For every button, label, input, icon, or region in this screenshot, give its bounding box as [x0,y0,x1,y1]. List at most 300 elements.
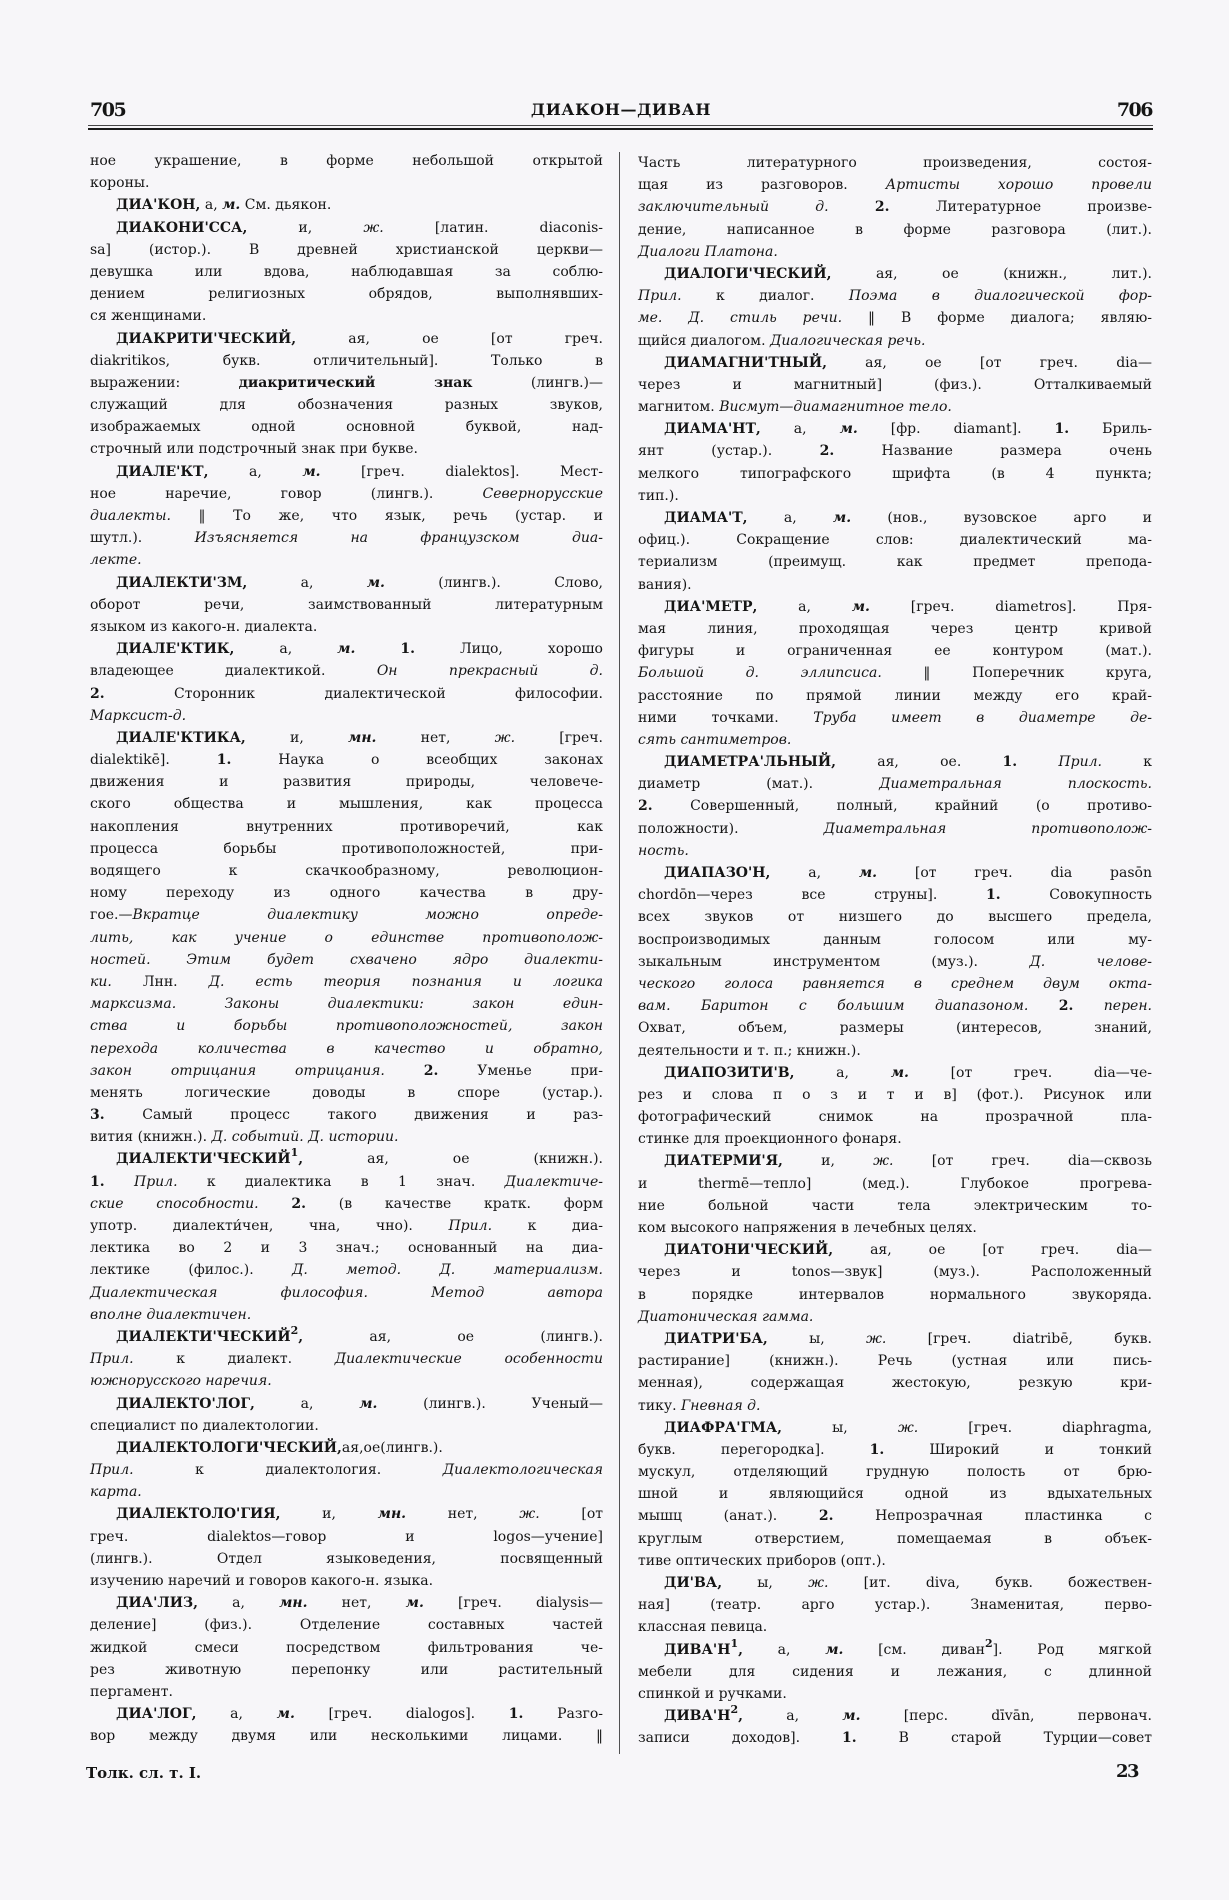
text-line [90,416,603,438]
grammar-label: м. [825,1641,844,1658]
text-line [90,350,603,372]
text-line [90,1570,603,1592]
text-line [90,438,603,460]
text-run: ная] (театр. арго устар.). Знаменитая, перво- [638,1597,1152,1614]
text-run: ая, ое [от греч. [296,330,603,347]
text-run: а, [794,1064,891,1081]
text-line [90,1126,603,1148]
headword: ДИА'МЕТР, [664,598,758,615]
text-run: букв. перегородка]. [638,1441,870,1458]
text-line [638,1550,1152,1572]
text-run: а, [196,1706,277,1723]
text-run: Совокупность [1000,887,1153,904]
text-line [90,1215,603,1237]
italic-text: Прил. [90,1462,134,1479]
text-run [1017,754,1058,770]
text-run: тику. [638,1397,681,1414]
entry-first-line [90,1393,603,1415]
bold-text: , [738,1708,743,1725]
text-line [638,196,1152,218]
text-run: щая из разговоров. [638,177,886,194]
text-line [90,683,603,705]
homonym-index: 1 [290,1146,299,1160]
text-line [90,949,603,971]
headword: ДИВА'Н [664,1708,731,1725]
text-run: деление] (физ.). Отделение составных частей [90,1617,603,1634]
italic-text: ж. [865,1330,887,1347]
grammar-label: м. [337,641,356,658]
italic-text: ж. [363,219,384,236]
text-run: ся женщинами. [90,308,207,325]
text-line [638,1128,1152,1150]
text-run: а, [208,463,303,480]
text-line [638,1084,1152,1106]
text-line [90,150,603,172]
text-line [638,1306,1152,1328]
italic-text: Прил. [448,1218,493,1234]
text-line [90,1282,603,1304]
grammar-label: м. [359,1395,378,1412]
text-line [90,838,603,860]
italic-text: Прил. [90,1351,134,1368]
italic-text: Диалектические особенности [334,1351,604,1368]
text-run: а, [197,1595,280,1612]
headword: ДИА'ЛОГ, [116,1706,197,1723]
entry-first-line [638,1328,1152,1350]
headword: ДИАЛЕ'КТИК, [116,641,235,658]
text-run: Непрозрачная пластинка с [833,1508,1152,1525]
italic-text: Диалоги Платона. [638,243,778,260]
text-run: [латин. diaconis- [383,219,603,236]
text-run [355,641,400,657]
sense-number: 2. [291,1195,306,1212]
text-line [90,261,603,283]
text-line [638,241,1152,263]
text-run: а, [770,865,859,881]
sense-number: 1. [985,887,1001,904]
text-line [638,795,1152,817]
entry-first-line [90,194,603,216]
italic-text: Д. есть теория познания и логика [208,973,603,990]
text-line [638,574,1152,596]
text-run: тип.). [638,487,679,504]
text-run: (лингв.). Ученый— [377,1395,603,1412]
text-run: [греч. dialysis— [423,1595,603,1612]
text-line [638,1461,1152,1483]
entry-first-line [638,1239,1152,1261]
grammar-label: м. [366,574,385,591]
text-line [90,1459,603,1481]
sense-number: 3. [90,1107,105,1124]
headword: ДИАЛОГИ'ЧЕСКИЙ, [664,265,832,282]
italic-text: Диалектиче- [504,1173,603,1190]
text-run: (в качестве кратк. форм [306,1195,604,1212]
text-run: ‖ В форме диалога; являю- [842,310,1152,327]
text-run: водящего к скачкообразному, революцион- [90,863,603,879]
italic-text: вам. Баритон с большим диапазоном. [638,998,1029,1015]
entry-first-line [90,1503,603,1525]
text-run: изображаемых одной основной буквой, над- [90,419,603,436]
text-line [638,174,1152,196]
text-run: растирание] (книжн.). Речь (устная или пись- [638,1353,1152,1370]
text-line [90,1060,603,1082]
text-line [90,549,603,571]
text-run: Литературное произве- [889,199,1153,216]
italic-text: Диаметральная противополож- [823,820,1152,837]
right-column [638,152,1152,1750]
italic-text: вполне диалектичен. [90,1306,252,1323]
text-run: менять логические доводы в споре (устар.). [90,1084,603,1101]
text-line [638,1439,1152,1461]
entry-first-line [638,1572,1152,1594]
text-line [90,771,603,793]
text-line [90,1171,603,1193]
text-run: ]. Род мягкой [992,1641,1152,1658]
italic-text: диалекты. [90,508,171,524]
sense-number: 1. [1002,754,1018,771]
text-run: менная), содержащая жестокую, резкую кри- [638,1375,1152,1392]
text-run: (лингв.)— [472,374,603,391]
entry-first-line [90,461,603,483]
text-line [90,1237,603,1259]
text-run: ними точками. [638,709,814,726]
text-run: рез животную перепонку или растительный [90,1661,603,1678]
text-run: [от греч. dia pasōn [877,865,1152,881]
italic-text: перен. [1103,998,1152,1015]
text-line [638,485,1152,507]
grammar-label: м. [222,197,241,214]
text-run: ние больной части тела электрическим то- [638,1197,1152,1214]
sense-number: 1. [1054,421,1070,438]
headword: ДИ'ВА, [664,1575,723,1591]
text-line [90,239,603,261]
text-run: В старой Турции—совет [856,1730,1152,1747]
text-line [638,1528,1152,1550]
text-run: к диалектика в 1 знач. [177,1173,505,1190]
homonym-index: 2 [730,1703,739,1717]
text-line [638,1173,1152,1195]
text-run: стинке для проекционного фонаря. [638,1131,902,1148]
text-line [90,993,603,1015]
text-run: и, [782,1153,874,1170]
text-run: вития (книжн.). [90,1129,212,1146]
text-line [638,773,1152,795]
header-rule-thin [88,125,1153,126]
text-line [638,396,1152,418]
text-run: chordōn—через все струны]. [638,887,986,904]
text-line [638,818,1152,840]
italic-text: заключительный д. [638,199,829,216]
text-run: языком из какого-н. диалекта. [90,618,318,635]
text-line [90,372,603,394]
text-line [638,152,1152,174]
text-run: Название размера очень [834,443,1152,460]
text-line [90,1725,603,1747]
text-line [90,172,603,194]
text-line [90,1614,603,1636]
text-line [638,929,1152,951]
text-run: [греч. dialogos]. [294,1706,509,1723]
grammar-label: м. [276,1706,295,1723]
italic-text: лекте. [90,552,142,569]
text-line [638,285,1152,307]
italic-text: ж. [808,1575,829,1591]
text-line [638,374,1152,396]
text-run: дением религиозных обрядов, выполнявших- [90,286,603,303]
text-run: и, [245,729,349,746]
grammar-label: мн. [348,729,377,746]
text-line [90,594,603,616]
entry-first-line [90,217,603,239]
italic-text: Большой д. эллипсиса. [638,665,882,682]
text-run: диаметр (мат.). [638,776,880,793]
headword: ДИАТРИ'БА, [664,1330,768,1347]
text-run [829,199,875,215]
text-run: пергамент. [90,1683,173,1700]
text-run: нет, [307,1595,406,1612]
text-run: через и tonos—звук] (муз.). Расположенный [638,1264,1152,1281]
text-run: [от греч. dia—сквозь [893,1153,1152,1170]
headword: ДИАКОНИ'ССА, [116,219,248,236]
italic-text: Гневная д. [680,1397,761,1414]
text-run: специалист по диалектологии. [90,1417,319,1434]
header-rule-thick [88,128,1153,130]
text-run: [от греч. dia—че- [908,1064,1152,1081]
text-line [638,618,1152,640]
italic-text: ж. [873,1153,894,1170]
italic-text: Прил. [638,288,682,305]
entry-first-line [638,751,1152,773]
running-head: ДИАКОН—ДИВАН [530,100,712,119]
text-run: мелкого типографского шрифта (в 4 пункта; [638,465,1152,482]
grammar-label: мн. [377,1506,407,1523]
text-line [90,749,603,771]
text-run: [перс. dīvān, первонач. [860,1708,1152,1725]
text-run: См. дьякон. [240,197,332,214]
text-run: ая, ое (книжн., лит.). [831,265,1152,282]
footer-sheet-number: 23 [1116,1761,1139,1782]
text-run: [греч. diametros]. Пря- [869,598,1152,615]
italic-text: перехода количества в качество и обратно, [90,1040,603,1057]
grammar-label: мн. [279,1595,308,1612]
entry-first-line [638,596,1152,618]
text-run: употр. диалекти́чен, чна, чно). [90,1218,449,1234]
text-run: ая, ое [от греч. dia— [826,354,1152,371]
text-run: выражении: [90,374,239,391]
text-run: [см. диван [843,1641,985,1658]
text-line [638,1217,1152,1239]
page-number-left: 705 [90,99,126,121]
text-run: изучению наречий и говоров какого-н. языка. [90,1573,434,1589]
text-run: Наука о всеобщих законах [231,752,603,769]
text-run: ая, ое [от греч. dia— [833,1242,1152,1259]
text-run: движения и развития природы, человече- [90,774,603,791]
entry-first-line [90,1592,603,1614]
entry-first-line [90,1148,603,1170]
text-run: ы, [722,1575,809,1591]
text-run: Совершенный, полный, крайний (о противо- [652,798,1152,815]
text-line [90,283,603,305]
headword: ДИАЛЕКТО'ЛОГ, [116,1395,255,1412]
text-run: ы, [767,1330,866,1347]
headword: ДИАЛЕКТОЛО'ГИЯ, [116,1506,281,1523]
sense-number: 1. [400,641,415,658]
sense-number: 1. [842,1730,857,1747]
homonym-index: 2 [290,1323,299,1337]
italic-text: лить, как учение о единстве противополож- [90,929,603,946]
text-run: мышц (анат.). [638,1508,819,1525]
text-line [638,729,1152,751]
text-run: ая, ое (книжн.). [303,1151,603,1168]
italic-text: ме. Д. стиль речи. [638,310,843,327]
entry-first-line [90,727,603,749]
text-run: ы, [782,1419,898,1436]
text-run [105,1174,134,1190]
text-line [638,640,1152,662]
text-run: ая,ое(лингв.). [341,1439,443,1456]
sense-number: 2. [90,685,105,702]
grammar-label: м. [858,865,878,881]
italic-text: Изъясняется на французском диа- [194,530,603,547]
text-run: а, [760,421,840,438]
bold-text: , [298,1328,304,1345]
headword: ДИАЛЕ'КТИКА, [116,729,246,746]
text-line [90,394,603,416]
text-line [90,305,603,327]
headword: ДИАМАГНИ'ТНЫЙ, [664,354,827,371]
text-run: жидкой смеси посредством фильтрования че- [90,1639,603,1656]
italic-text: ж. [519,1506,540,1523]
italic-text: Диалогическая речь. [769,332,926,349]
text-run: [ит. diva, букв. божествен- [828,1575,1152,1591]
entry-first-line [90,638,603,660]
text-line [90,1637,603,1659]
text-line [638,1683,1152,1705]
text-run: а, [254,1395,360,1412]
text-run: деятельности и т. п.; книжн.). [638,1042,861,1059]
sense-number: 2. [819,443,835,460]
italic-text: Диалектологическая [442,1462,603,1479]
text-run: зыкальным инструментом (муз.). [638,953,1030,970]
text-run [259,1196,292,1212]
text-line [90,1193,603,1215]
text-run: Часть литературного произведения, состоя- [638,155,1152,171]
homonym-index: 2 [984,1636,993,1650]
text-run: и thermē—тепло] (мед.). Глубокое прогрева- [638,1175,1152,1192]
text-line [90,505,603,527]
text-run: Охват, объем, размеры (интересов, знаний, [638,1020,1152,1037]
bold-text: , [738,1641,743,1658]
italic-text: Прил. [1058,754,1102,771]
entry-first-line [638,1705,1152,1727]
text-line [90,1259,603,1281]
text-run [1073,998,1103,1014]
text-line [90,927,603,949]
text-run: накопления внутренних противоречий, как [90,818,603,835]
text-line [638,1261,1152,1283]
entry-first-line [90,328,603,350]
text-run: ‖ Поперечник круга, [881,665,1152,682]
headword: ДИАМЕТРА'ЛЬНЫЙ, [664,754,836,771]
text-run: янт (устар.). [638,443,820,460]
text-run: рез и слова п о з и т и в] (фот.). Рисунок или [638,1086,1152,1103]
text-run: дение, написанное в форме разговора (лит.). [638,221,1152,238]
grammar-label: м. [832,510,852,526]
text-run: териализм (преимущ. как предмет препода- [638,554,1152,571]
text-run: шной и являющийся одной из вдыхательных [638,1486,1152,1503]
text-line [638,840,1152,862]
text-line [90,1348,603,1370]
text-line [90,971,603,993]
sense-number: 1. [508,1706,524,1723]
text-run: ком высокого напряжения в лечебных целях. [638,1220,977,1236]
text-run: в порядке интервалов нормального звукоряда. [638,1286,1152,1303]
text-line [638,1106,1152,1128]
text-line [638,662,1152,684]
text-run: Сторонник диалектической философии. [104,685,603,702]
text-run: [греч. dialektos]. Мест- [320,463,603,480]
text-run: вания). [638,576,692,593]
text-line [90,816,603,838]
headword: ДИАЛЕКТИ'ЧЕСКИЙ [116,1151,291,1168]
text-run: воспроизводимых данным голосом или му- [638,931,1152,948]
grammar-label: м. [851,598,870,615]
headword: ДИАТЕРМИ'Я, [664,1153,783,1170]
bold-text: , [298,1151,304,1168]
text-run: а, [742,1708,843,1725]
text-line [638,463,1152,485]
italic-text: ность. [638,842,689,859]
italic-text: Артисты хорошо провели [885,177,1152,194]
text-run: Лицо, хорошо [414,641,603,658]
entry-first-line [638,1062,1152,1084]
grammar-label: м. [839,421,858,438]
text-line [90,1415,603,1437]
text-run: Самый процесс такого движения и раз- [104,1107,603,1124]
text-run: а, [234,641,338,658]
text-line [638,1661,1152,1683]
italic-text: Д. событий. Д. истории. [211,1129,399,1146]
text-run: записи доходов]. [638,1730,843,1747]
text-line [638,951,1152,973]
text-line [638,1350,1152,1372]
text-line [638,884,1152,906]
text-run: фигуры и ограниченная ее контуром (мат.). [638,643,1152,660]
text-line [638,440,1152,462]
italic-text: Диатоническая гамма. [638,1308,814,1325]
text-line [638,307,1152,329]
italic-text: Д. метод. Д. материализм. [291,1262,603,1279]
text-line [638,906,1152,928]
italic-text: Труба имеет в диаметре де- [813,709,1152,726]
text-run: (лингв.). Слово, [384,574,604,591]
text-line [638,995,1152,1017]
italic-text: ческого голоса равняется в среднем двум окта- [638,975,1152,992]
homonym-index: 1 [730,1636,739,1650]
left-column [90,150,603,1748]
text-line [638,1505,1152,1527]
text-line [90,1104,603,1126]
text-line [638,529,1152,551]
text-run: процесса борьбы противоположностей, при- [90,840,603,857]
footer-signature: Толк. сл. т. I. [86,1764,202,1782]
grammar-label: м. [842,1708,861,1725]
text-run: через и магнитный] (физ.). Отталкиваемый [638,376,1152,393]
text-line [90,1681,603,1703]
text-run: и, [280,1506,378,1523]
entry-first-line [90,1703,603,1725]
text-line [90,793,603,815]
